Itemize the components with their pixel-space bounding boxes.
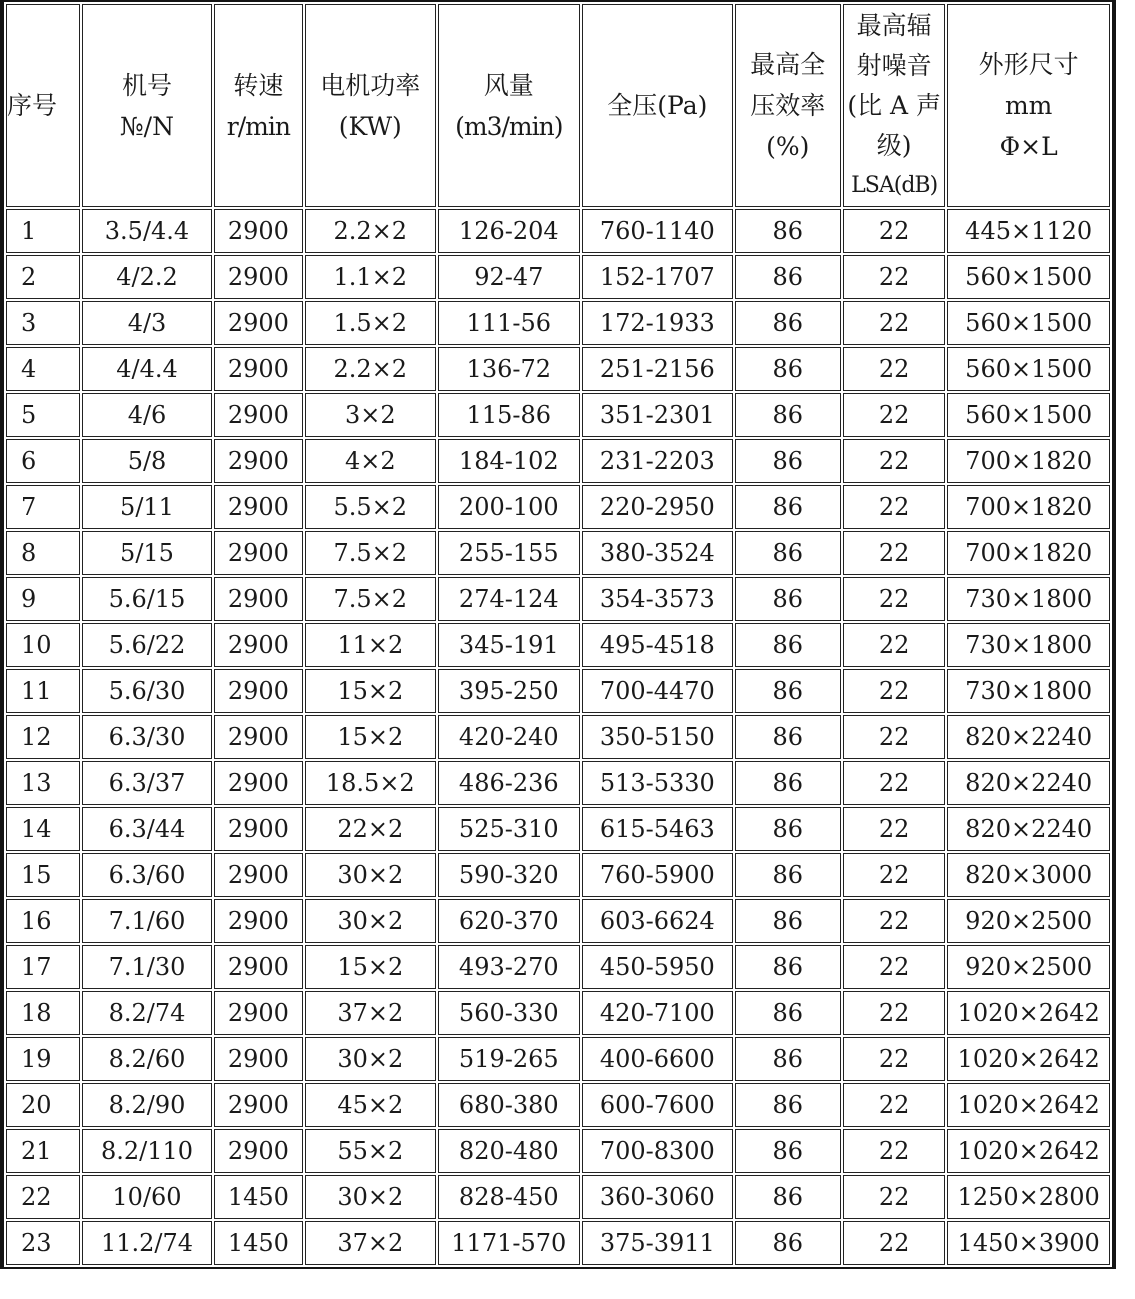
header-speed-unit: r/min [226,111,290,141]
header-motor-power-label: 电机功率 [320,70,421,100]
header-model [82,4,211,207]
table-row [6,899,1110,943]
cell-max-noise: 22 [843,1221,945,1265]
header-max-efficiency-label-1: 最高全 [750,50,826,79]
cell-speed: 2900 [214,715,303,759]
table-row [6,439,1110,483]
cell-seq: 19 [6,1037,80,1081]
cell-model: 5/8 [82,439,211,483]
cell-model: 6.3/37 [82,761,211,805]
cell-seq: 4 [6,347,80,391]
cell-speed: 2900 [214,577,303,621]
table-row [6,761,1110,805]
table-row [6,991,1110,1035]
cell-dimensions: 1020×2642 [947,1129,1110,1173]
cell-air-volume: 680-380 [438,1083,581,1127]
cell-seq: 2 [6,255,80,299]
cell-model: 6.3/44 [82,807,211,851]
table-row [6,853,1110,897]
header-dimensions-format: Φ×L [999,132,1058,161]
cell-model: 8.2/60 [82,1037,211,1081]
table-row [6,1221,1110,1265]
cell-speed: 2900 [214,945,303,989]
table-row [6,945,1110,989]
cell-model: 5.6/30 [82,669,211,713]
cell-total-pressure: 760-1140 [582,209,733,253]
cell-speed: 2900 [214,807,303,851]
cell-air-volume: 420-240 [438,715,581,759]
cell-total-pressure: 351-2301 [582,393,733,437]
cell-max-efficiency: 86 [735,209,841,253]
cell-dimensions: 1450×3900 [947,1221,1110,1265]
cell-motor-power: 5.5×2 [305,485,435,529]
cell-max-noise: 22 [843,209,945,253]
cell-max-efficiency: 86 [735,1175,841,1219]
cell-model: 6.3/60 [82,853,211,897]
table-row [6,255,1110,299]
cell-dimensions: 820×2240 [947,761,1110,805]
cell-motor-power: 2.2×2 [305,209,435,253]
cell-dimensions: 560×1500 [947,255,1110,299]
table-row [6,715,1110,759]
cell-motor-power: 55×2 [305,1129,435,1173]
cell-max-noise: 22 [843,761,945,805]
cell-max-efficiency: 86 [735,761,841,805]
table-row [6,347,1110,391]
header-air-volume-unit: (m3/min) [455,111,563,141]
cell-air-volume: 519-265 [438,1037,581,1081]
cell-model: 5.6/15 [82,577,211,621]
header-max-noise-label-4: 级) [876,130,912,160]
header-total-pressure-label: 全压(Pa) [607,91,708,120]
cell-max-noise: 22 [843,899,945,943]
cell-max-efficiency: 86 [735,853,841,897]
cell-dimensions: 700×1820 [947,485,1110,529]
cell-motor-power: 30×2 [305,1037,435,1081]
cell-motor-power: 30×2 [305,853,435,897]
cell-max-noise: 22 [843,439,945,483]
fan-spec-table [4,2,1112,1267]
cell-motor-power: 15×2 [305,945,435,989]
cell-max-efficiency: 86 [735,531,841,575]
header-speed-label: 转速 [233,70,284,100]
cell-model: 4/3 [82,301,211,345]
cell-motor-power: 22×2 [305,807,435,851]
cell-max-noise: 22 [843,945,945,989]
cell-max-efficiency: 86 [735,577,841,621]
cell-motor-power: 18.5×2 [305,761,435,805]
cell-air-volume: 525-310 [438,807,581,851]
header-max-noise-unit: LSA(dB) [851,172,938,198]
header-seq-label: 序号 [7,91,58,120]
cell-total-pressure: 400-6600 [582,1037,733,1081]
cell-max-noise: 22 [843,669,945,713]
cell-air-volume: 820-480 [438,1129,581,1173]
cell-dimensions: 820×2240 [947,807,1110,851]
cell-model: 8.2/110 [82,1129,211,1173]
cell-motor-power: 15×2 [305,715,435,759]
header-max-noise-label-2: 射噪音 [856,50,932,80]
header-model-unit: №/N [120,111,174,141]
header-air-volume [438,4,581,207]
cell-dimensions: 560×1500 [947,393,1110,437]
cell-model: 5/11 [82,485,211,529]
cell-max-efficiency: 86 [735,715,841,759]
cell-total-pressure: 603-6624 [582,899,733,943]
cell-motor-power: 37×2 [305,991,435,1035]
header-motor-power [305,4,435,207]
cell-max-noise: 22 [843,807,945,851]
cell-max-efficiency: 86 [735,669,841,713]
cell-total-pressure: 450-5950 [582,945,733,989]
cell-motor-power: 30×2 [305,1175,435,1219]
cell-speed: 2900 [214,347,303,391]
cell-air-volume: 126-204 [438,209,581,253]
cell-seq: 17 [6,945,80,989]
cell-max-efficiency: 86 [735,393,841,437]
cell-air-volume: 493-270 [438,945,581,989]
cell-dimensions: 920×2500 [947,899,1110,943]
cell-dimensions: 730×1800 [947,623,1110,667]
cell-speed: 2900 [214,393,303,437]
cell-motor-power: 15×2 [305,669,435,713]
header-max-noise [843,4,945,207]
cell-total-pressure: 615-5463 [582,807,733,851]
cell-dimensions: 1250×2800 [947,1175,1110,1219]
cell-motor-power: 2.2×2 [305,347,435,391]
cell-max-noise: 22 [843,1129,945,1173]
cell-air-volume: 255-155 [438,531,581,575]
cell-air-volume: 115-86 [438,393,581,437]
cell-model: 7.1/30 [82,945,211,989]
cell-total-pressure: 380-3524 [582,531,733,575]
table-row [6,301,1110,345]
cell-seq: 9 [6,577,80,621]
cell-motor-power: 30×2 [305,899,435,943]
header-max-efficiency-label-2: 压效率 [750,91,826,120]
cell-max-noise: 22 [843,991,945,1035]
header-total-pressure [582,4,733,207]
cell-dimensions: 700×1820 [947,439,1110,483]
cell-motor-power: 37×2 [305,1221,435,1265]
cell-seq: 20 [6,1083,80,1127]
cell-max-noise: 22 [843,1037,945,1081]
cell-air-volume: 200-100 [438,485,581,529]
cell-speed: 2900 [214,899,303,943]
cell-seq: 23 [6,1221,80,1265]
cell-speed: 2900 [214,991,303,1035]
cell-speed: 1450 [214,1221,303,1265]
cell-max-noise: 22 [843,393,945,437]
cell-seq: 6 [6,439,80,483]
cell-dimensions: 560×1500 [947,301,1110,345]
cell-max-noise: 22 [843,347,945,391]
cell-max-noise: 22 [843,853,945,897]
cell-dimensions: 820×3000 [947,853,1110,897]
cell-air-volume: 828-450 [438,1175,581,1219]
cell-max-efficiency: 86 [735,439,841,483]
cell-model: 4/4.4 [82,347,211,391]
cell-max-efficiency: 86 [735,945,841,989]
cell-max-noise: 22 [843,301,945,345]
cell-dimensions: 1020×2642 [947,1083,1110,1127]
cell-total-pressure: 495-4518 [582,623,733,667]
cell-seq: 14 [6,807,80,851]
cell-air-volume: 274-124 [438,577,581,621]
cell-total-pressure: 231-2203 [582,439,733,483]
cell-total-pressure: 760-5900 [582,853,733,897]
cell-model: 10/60 [82,1175,211,1219]
cell-max-efficiency: 86 [735,807,841,851]
table-row [6,531,1110,575]
cell-total-pressure: 600-7600 [582,1083,733,1127]
cell-max-efficiency: 86 [735,623,841,667]
cell-speed: 2900 [214,255,303,299]
cell-dimensions: 730×1800 [947,669,1110,713]
cell-seq: 21 [6,1129,80,1173]
header-max-noise-label-1: 最高辐 [856,10,932,40]
cell-max-efficiency: 86 [735,991,841,1035]
cell-speed: 2900 [214,209,303,253]
header-dimensions [947,4,1110,207]
cell-max-noise: 22 [843,577,945,621]
cell-motor-power: 45×2 [305,1083,435,1127]
cell-seq: 22 [6,1175,80,1219]
cell-motor-power: 7.5×2 [305,531,435,575]
cell-max-noise: 22 [843,1083,945,1127]
cell-seq: 13 [6,761,80,805]
cell-motor-power: 7.5×2 [305,577,435,621]
cell-total-pressure: 152-1707 [582,255,733,299]
cell-speed: 2900 [214,669,303,713]
table-row [6,209,1110,253]
cell-total-pressure: 513-5330 [582,761,733,805]
cell-max-noise: 22 [843,531,945,575]
table-body [6,209,1110,1265]
header-motor-power-unit: (KW) [338,111,402,141]
cell-motor-power: 1.5×2 [305,301,435,345]
header-air-volume-label: 风量 [483,70,534,100]
cell-total-pressure: 220-2950 [582,485,733,529]
table-row [6,577,1110,621]
cell-model: 8.2/90 [82,1083,211,1127]
cell-air-volume: 486-236 [438,761,581,805]
cell-total-pressure: 354-3573 [582,577,733,621]
table-row [6,807,1110,851]
header-model-label: 机号 [121,70,172,100]
table-row [6,1083,1110,1127]
cell-max-noise: 22 [843,1175,945,1219]
cell-speed: 2900 [214,485,303,529]
cell-speed: 2900 [214,1037,303,1081]
cell-speed: 2900 [214,531,303,575]
cell-seq: 15 [6,853,80,897]
cell-max-efficiency: 86 [735,301,841,345]
cell-dimensions: 730×1800 [947,577,1110,621]
cell-total-pressure: 360-3060 [582,1175,733,1219]
table-row [6,1037,1110,1081]
header-max-efficiency [735,4,841,207]
cell-air-volume: 345-191 [438,623,581,667]
header-max-efficiency-unit: (%) [766,132,810,161]
cell-model: 6.3/30 [82,715,211,759]
cell-total-pressure: 350-5150 [582,715,733,759]
cell-max-efficiency: 86 [735,899,841,943]
cell-max-noise: 22 [843,255,945,299]
cell-air-volume: 92-47 [438,255,581,299]
cell-dimensions: 820×2240 [947,715,1110,759]
cell-speed: 2900 [214,853,303,897]
cell-motor-power: 4×2 [305,439,435,483]
header-speed [214,4,303,207]
table-row [6,1129,1110,1173]
cell-air-volume: 111-56 [438,301,581,345]
cell-model: 3.5/4.4 [82,209,211,253]
cell-seq: 10 [6,623,80,667]
cell-seq: 3 [6,301,80,345]
cell-max-efficiency: 86 [735,1221,841,1265]
cell-total-pressure: 375-3911 [582,1221,733,1265]
cell-seq: 16 [6,899,80,943]
cell-max-efficiency: 86 [735,485,841,529]
cell-total-pressure: 700-4470 [582,669,733,713]
cell-air-volume: 1171-570 [438,1221,581,1265]
cell-speed: 2900 [214,439,303,483]
table-row [6,669,1110,713]
cell-model: 4/6 [82,393,211,437]
table-row [6,393,1110,437]
cell-air-volume: 395-250 [438,669,581,713]
cell-air-volume: 590-320 [438,853,581,897]
cell-model: 4/2.2 [82,255,211,299]
cell-speed: 2900 [214,1083,303,1127]
cell-total-pressure: 420-7100 [582,991,733,1035]
cell-seq: 12 [6,715,80,759]
cell-model: 11.2/74 [82,1221,211,1265]
header-row [6,4,1110,207]
table-row [6,1175,1110,1219]
cell-total-pressure: 172-1933 [582,301,733,345]
cell-dimensions: 920×2500 [947,945,1110,989]
cell-dimensions: 445×1120 [947,209,1110,253]
cell-speed: 2900 [214,761,303,805]
cell-speed: 1450 [214,1175,303,1219]
cell-model: 7.1/60 [82,899,211,943]
cell-air-volume: 136-72 [438,347,581,391]
cell-air-volume: 184-102 [438,439,581,483]
cell-air-volume: 560-330 [438,991,581,1035]
cell-model: 5.6/22 [82,623,211,667]
cell-motor-power: 3×2 [305,393,435,437]
cell-model: 5/15 [82,531,211,575]
cell-seq: 11 [6,669,80,713]
cell-dimensions: 700×1820 [947,531,1110,575]
cell-max-efficiency: 86 [735,1037,841,1081]
cell-dimensions: 1020×2642 [947,1037,1110,1081]
cell-max-noise: 22 [843,485,945,529]
cell-model: 8.2/74 [82,991,211,1035]
cell-dimensions: 1020×2642 [947,991,1110,1035]
cell-seq: 18 [6,991,80,1035]
header-dimensions-unit: mm [1004,91,1053,120]
cell-max-efficiency: 86 [735,1083,841,1127]
table-row [6,623,1110,667]
header-seq [6,4,80,207]
cell-speed: 2900 [214,1129,303,1173]
header-dimensions-label: 外形尺寸 [978,50,1079,79]
cell-total-pressure: 700-8300 [582,1129,733,1173]
cell-max-efficiency: 86 [735,255,841,299]
cell-max-efficiency: 86 [735,1129,841,1173]
cell-motor-power: 1.1×2 [305,255,435,299]
cell-total-pressure: 251-2156 [582,347,733,391]
cell-seq: 1 [6,209,80,253]
cell-speed: 2900 [214,301,303,345]
cell-dimensions: 560×1500 [947,347,1110,391]
cell-seq: 8 [6,531,80,575]
cell-motor-power: 11×2 [305,623,435,667]
table-row [6,485,1110,529]
cell-max-noise: 22 [843,623,945,667]
cell-max-noise: 22 [843,715,945,759]
cell-max-efficiency: 86 [735,347,841,391]
cell-seq: 5 [6,393,80,437]
cell-seq: 7 [6,485,80,529]
header-max-noise-label-3: (比 A 声 [847,90,942,120]
cell-speed: 2900 [214,623,303,667]
cell-air-volume: 620-370 [438,899,581,943]
